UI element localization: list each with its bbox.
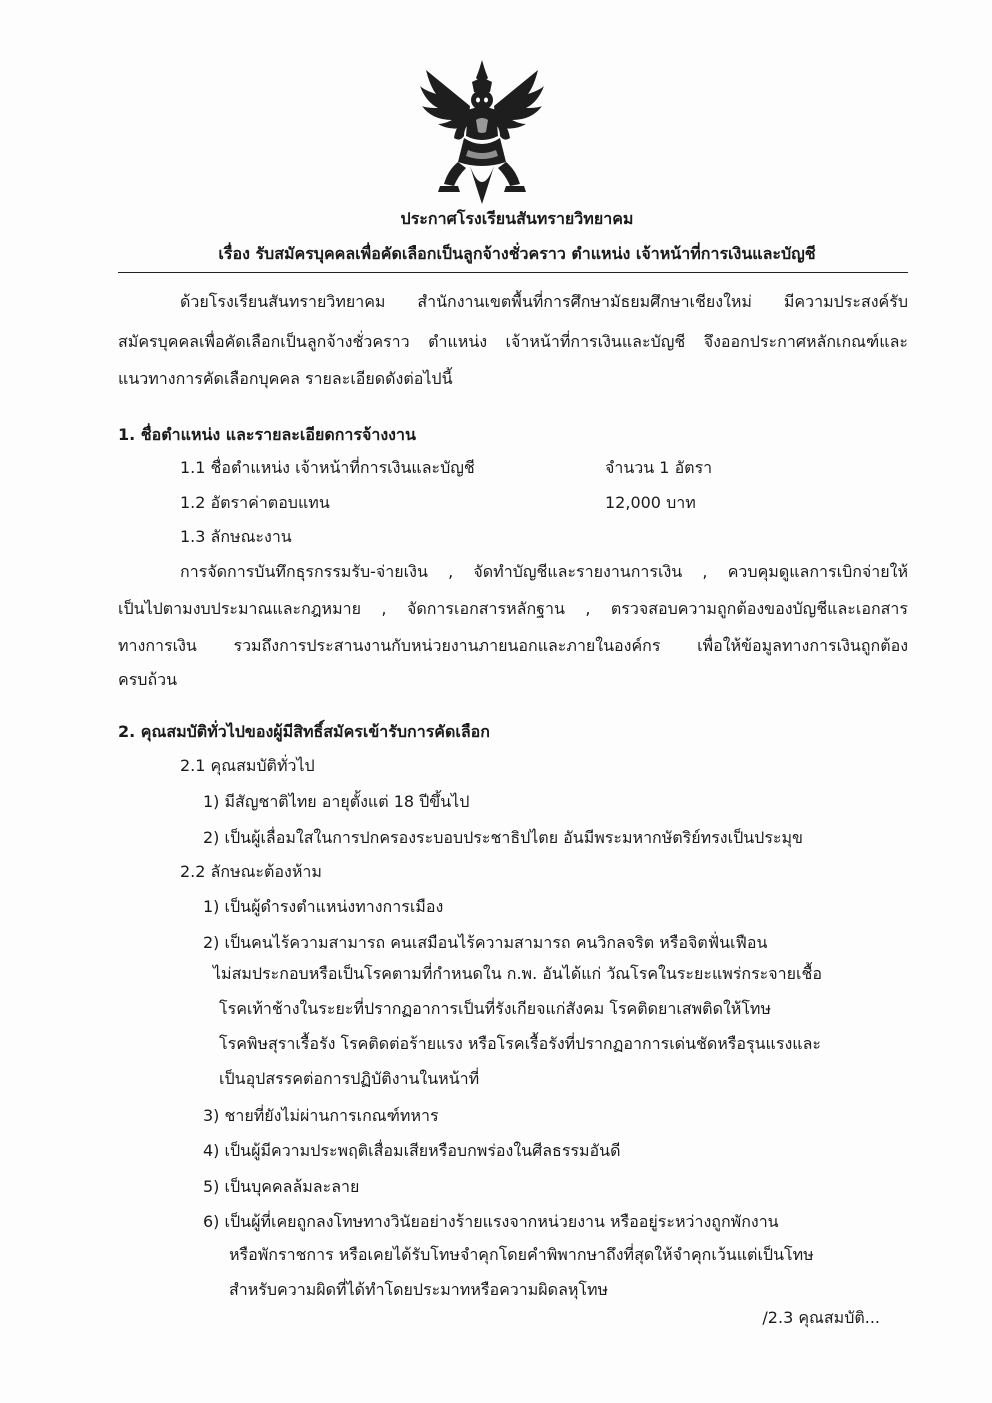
prohibition-item-continued: โรคพิษสุราเรื้อรัง โรคติดต่อร้ายแรง หรือโรคเรื้อรังที่ปรากฏอาการเด่นชัดหรือรุนแรงและ [219,1034,821,1053]
job-description-label: 1.3 ลักษณะงาน [180,527,292,546]
intro-line: แนวทางการคัดเลือกบุคคล รายละเอียดดังต่อไปนี้ [118,369,453,388]
qualification-item: 1) มีสัญชาติไทย อายุตั้งแต่ 18 ปีขึ้นไป [203,792,470,811]
prohibitions-label: 2.2 ลักษณะต้องห้าม [180,862,322,881]
compensation-value: 12,000 บาท [605,493,696,512]
position-name: 1.1 ชื่อตำแหน่ง เจ้าหน้าที่การเงินและบัญชี [180,458,475,477]
prohibition-item: 6) เป็นผู้ที่เคยถูกลงโทษทางวินัยอย่างร้ายแรงจากหน่วยงาน หรืออยู่ระหว่างถูกพักงาน [203,1212,779,1231]
prohibition-item: 4) เป็นผู้มีความประพฤติเสื่อมเสียหรือบกพร่องในศีลธรรมอันดี [203,1141,621,1160]
garuda-emblem-icon [418,58,546,206]
prohibition-item-continued: ไม่สมประกอบหรือเป็นโรคตามที่กำหนดใน ก.พ. อันได้แก่ วัณโรคในระยะแพร่กระจายเชื้อ [213,964,822,983]
prohibition-item: 2) เป็นคนไร้ความสามารถ คนเสมือนไร้ความสามารถ คนวิกลจริต หรือจิตฟั่นเฟือน [203,933,768,952]
general-qualifications-label: 2.1 คุณสมบัติทั่วไป [180,756,315,775]
prohibition-item-continued: โรคเท้าช้างในระยะที่ปรากฏอาการเป็นที่รังเกียจแก่สังคม โรคติดยาเสพติดให้โทษ [219,999,771,1018]
continuation-marker: /2.3 คุณสมบัติ... [762,1308,880,1327]
section-2-heading: 2. คุณสมบัติทั่วไปของผู้มีสิทธิ์สมัครเข้ารับการคัดเลือก [118,722,490,741]
prohibition-item-continued: หรือพักราชการ หรือเคยได้รับโทษจำคุกโดยคำพิพากษาถึงที่สุดให้จำคุกเว้นแต่เป็นโทษ [229,1245,814,1264]
prohibition-item: 1) เป็นผู้ดำรงตำแหน่งทางการเมือง [203,897,444,916]
announcement-subject: เรื่อง รับสมัครบุคคลเพื่อคัดเลือกเป็นลูกจ้างชั่วคราว ตำแหน่ง เจ้าหน้าที่การเงินและบัญชี [218,244,816,263]
compensation-label: 1.2 อัตราค่าตอบแทน [180,493,330,512]
prohibition-item: 5) เป็นบุคคลล้มละลาย [203,1177,360,1196]
prohibition-item-continued: สำหรับความผิดที่ได้ทำโดยประมาทหรือความผิดลหุโทษ [229,1280,609,1299]
duties-line: เป็นไปตามงบประมาณและกฎหมาย , จัดการเอกสารหลักฐาน , ตรวจสอบความถูกต้องของบัญชีและเอกสาร [118,599,908,618]
intro-line: ด้วยโรงเรียนสันทรายวิทยาคม สำนักงานเขตพื้นที่การศึกษามัธยมศึกษาเชียงใหม่ มีความประสงค์รับ [180,292,908,311]
prohibition-item-continued: เป็นอุปสรรคต่อการปฏิบัติงานในหน้าที่ [219,1069,480,1088]
announcement-title: ประกาศโรงเรียนสันทรายวิทยาคม [400,209,634,228]
header-divider [118,272,908,273]
intro-line: สมัครบุคคลเพื่อคัดเลือกเป็นลูกจ้างชั่วคราว ตำแหน่ง เจ้าหน้าที่การเงินและบัญชี จึงออกประกาศหลักเกณฑ์และ [118,332,908,351]
duties-line: การจัดการบันทึกธุรกรรมรับ-จ่ายเงิน , จัดทำบัญชีและรายงานการเงิน , ควบคุมดูแลการเบิกจ่ายให้ [180,562,908,581]
duties-line: ทางการเงิน รวมถึงการประสานงานกับหน่วยงานภายนอกและภายในองค์กร เพื่อให้ข้อมูลทางการเงินถูกต้อง [118,636,908,655]
section-1-heading: 1. ชื่อตำแหน่ง และรายละเอียดการจ้างงาน [118,425,416,444]
position-count: จำนวน 1 อัตรา [605,458,713,477]
duties-line: ครบถ้วน [118,670,178,689]
qualification-item: 2) เป็นผู้เลื่อมใสในการปกครองระบอบประชาธิปไตย อันมีพระมหากษัตริย์ทรงเป็นประมุข [203,828,803,847]
prohibition-item: 3) ชายที่ยังไม่ผ่านการเกณฑ์ทหาร [203,1106,439,1125]
